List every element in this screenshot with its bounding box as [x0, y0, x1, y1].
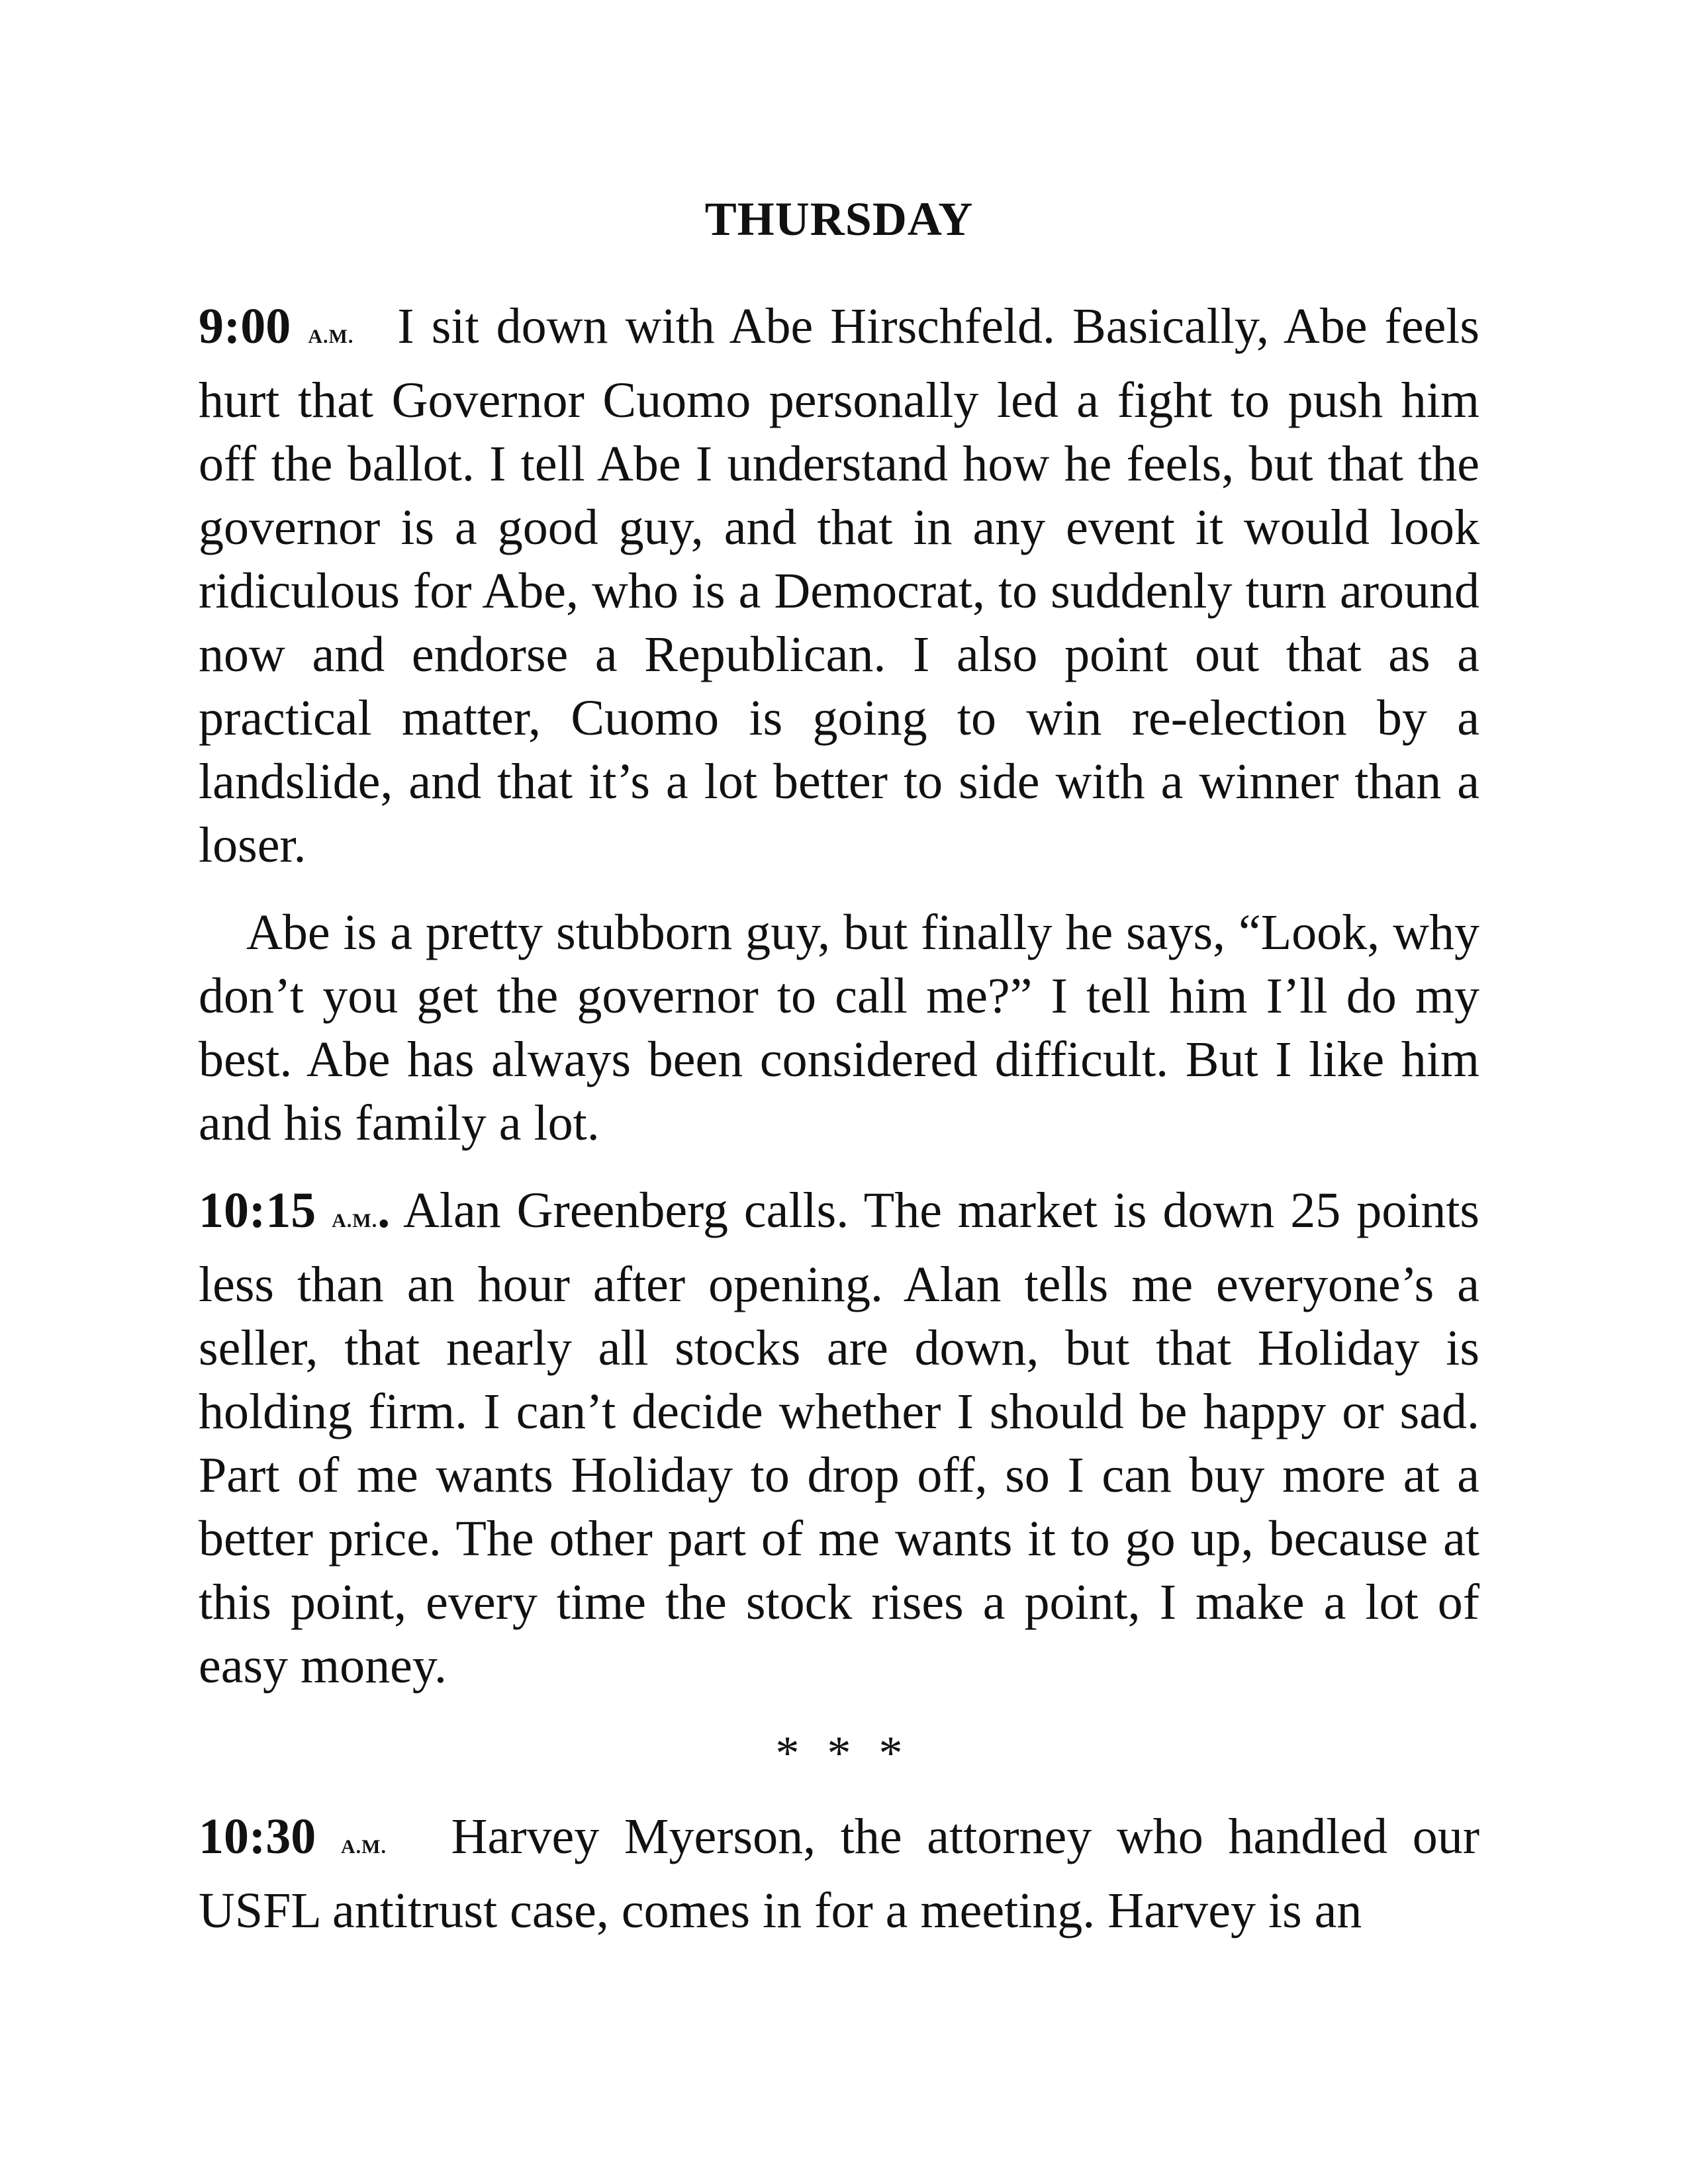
entry-text: Alan Greenberg calls. The market is down 25 points less than an hour after opening. Alan tells me everyone’s a seller, that nearly all stocks are down, but that Holiday is holding firm. I can’t decide whether I should be happy or sad. Part of me wants Holiday to drop off, so I can buy more at a better price. The other part of me wants it to go up, because at this point, every time the stock rises a point, I make a lot of easy money. — [199, 1183, 1480, 1694]
section-separator: * * * — [775, 1727, 903, 1780]
entry-9am — [199, 295, 1479, 877]
entry-1030am — [199, 1805, 1479, 1942]
entry-time: 9:00 — [199, 298, 291, 354]
entry-time: 10:15 — [199, 1183, 316, 1238]
document-page — [199, 195, 1479, 1966]
entry-1015am: 10:15 A.M.. Alan Greenberg calls. The market is down 25 points less than an hour after opening. Alan tells me everyone’s a seller, that nearly all stocks are down, but that Holiday is holding firm. I can’t decide whether I should be happy or sad. Part of me wants Holiday to drop off, so I can buy more at a better price. The other part of me wants it to go up, because at this point, every time the stock rises a point, I make a lot of easy money. — [199, 1183, 1480, 1694]
entry-text: Abe is a pretty stubborn guy, but finally he says, “Look, why don’t you get the governor to call me?” I tell him I’ll do my best. Abe has always been considered difficult. But I like him and his family a lot. — [199, 905, 1479, 1151]
entry-ampm: A.M. — [332, 1210, 378, 1232]
entry-ampm: A.M. — [340, 1836, 387, 1858]
entry-ampm: A.M. — [308, 326, 354, 347]
entry-text: Harvey Myerson, the attorney who handled our USFL antitrust case, comes in for a meeting. Harvey is an — [199, 1809, 1479, 1938]
entry-text: I sit down with Abe Hirschfeld. Basically, Abe feels hurt that Governor Cuomo personally led a fight to push him off the ballot. I tell Abe I understand how he feels, but that the governor is a good guy, and that in any event it would look ridiculous for Abe, who is a Democrat, to suddenly turn around now and endorse a Republican. I also point out that as a practical matter, Cuomo is going to win re-election by a landslide, and that it’s a lot better to side with a winner than a loser. — [199, 298, 1479, 873]
entry-continuation — [199, 901, 1479, 1155]
page-heading: THURSDAY — [704, 193, 974, 246]
entry-time: 10:30 — [199, 1809, 316, 1864]
